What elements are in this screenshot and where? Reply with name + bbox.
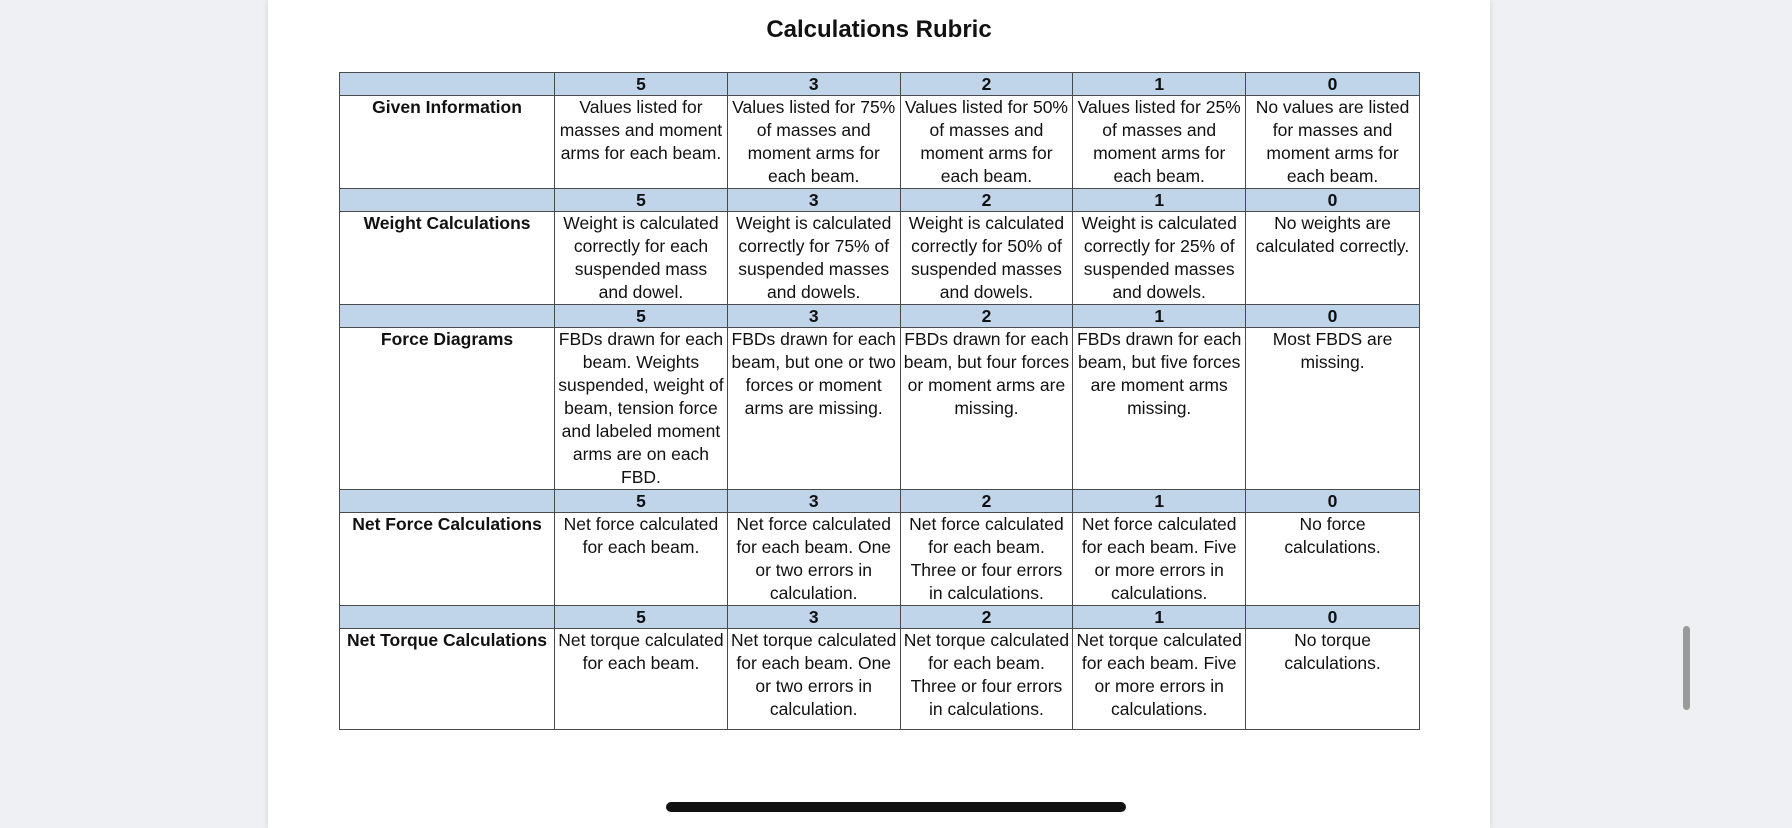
criterion-description: No force calculations. [1246, 513, 1420, 606]
score-cell: 5 [555, 189, 728, 212]
criterion-description: Weight is calculated correctly for 25% of suspended masses and dowels. [1073, 212, 1246, 305]
rubric-table [339, 72, 1420, 730]
score-row-blank-cell [340, 305, 555, 328]
score-cell: 3 [727, 490, 900, 513]
criterion-row [340, 513, 1420, 606]
criterion-description: Net torque calculated for each beam. One or two errors in calculation. [727, 629, 900, 730]
score-cell: 1 [1073, 305, 1246, 328]
score-row-blank-cell [340, 606, 555, 629]
vertical-scrollbar[interactable] [1683, 626, 1690, 710]
score-header-row [340, 490, 1420, 513]
score-row-blank-cell [340, 189, 555, 212]
score-cell: 2 [900, 189, 1073, 212]
home-indicator[interactable] [666, 802, 1126, 812]
document-page [268, 0, 1490, 828]
score-header-row [340, 305, 1420, 328]
criterion-description: FBDs drawn for each beam, but four forces or moment arms are missing. [900, 328, 1073, 490]
score-cell: 2 [900, 305, 1073, 328]
score-cell: 5 [555, 490, 728, 513]
criterion-name: Force Diagrams [340, 328, 555, 490]
score-cell: 0 [1246, 305, 1420, 328]
score-cell: 0 [1246, 490, 1420, 513]
criterion-name: Net Force Calculations [340, 513, 555, 606]
score-header-row [340, 189, 1420, 212]
score-cell: 3 [727, 606, 900, 629]
score-row-blank-cell [340, 73, 555, 96]
criterion-description: Values listed for 50% of masses and moment arms for each beam. [900, 96, 1073, 189]
criterion-description: Net force calculated for each beam. One or two errors in calculation. [727, 513, 900, 606]
criterion-description: Weight is calculated correctly for 50% of suspended masses and dowels. [900, 212, 1073, 305]
score-header-row [340, 73, 1420, 96]
score-cell: 2 [900, 73, 1073, 96]
score-cell: 3 [727, 305, 900, 328]
score-cell: 2 [900, 490, 1073, 513]
criterion-description: No torque calculations. [1246, 629, 1420, 730]
criterion-description: Most FBDS are missing. [1246, 328, 1420, 490]
criterion-description: Net force calculated for each beam. Five or more errors in calculations. [1073, 513, 1246, 606]
page-title: Calculations Rubric [766, 16, 992, 43]
criterion-row [340, 212, 1420, 305]
score-cell: 5 [555, 73, 728, 96]
score-cell: 0 [1246, 189, 1420, 212]
criterion-description: No weights are calculated correctly. [1246, 212, 1420, 305]
criterion-description: Net force calculated for each beam. [555, 513, 728, 606]
score-cell: 0 [1246, 606, 1420, 629]
criterion-description: Weight is calculated correctly for 75% of suspended masses and dowels. [727, 212, 900, 305]
score-row-blank-cell [340, 490, 555, 513]
criterion-row [340, 328, 1420, 490]
criterion-row [340, 96, 1420, 189]
score-cell: 1 [1073, 73, 1246, 96]
score-cell: 2 [900, 606, 1073, 629]
criterion-name: Weight Calculations [340, 212, 555, 305]
criterion-name: Given Information [340, 96, 555, 189]
score-cell: 1 [1073, 189, 1246, 212]
criterion-row [340, 629, 1420, 730]
criterion-name: Net Torque Calculations [340, 629, 555, 730]
score-cell: 3 [727, 73, 900, 96]
criterion-description: Values listed for masses and moment arms for each beam. [555, 96, 728, 189]
score-header-row [340, 606, 1420, 629]
criterion-description: No values are listed for masses and moment arms for each beam. [1246, 96, 1420, 189]
criterion-description: Net torque calculated for each beam. Five or more errors in calculations. [1073, 629, 1246, 730]
criterion-description: Net torque calculated for each beam. [555, 629, 728, 730]
criterion-description: Net force calculated for each beam. Three or four errors in calculations. [900, 513, 1073, 606]
criterion-description: Weight is calculated correctly for each suspended mass and dowel. [555, 212, 728, 305]
criterion-description: Values listed for 75% of masses and moment arms for each beam. [727, 96, 900, 189]
score-cell: 5 [555, 305, 728, 328]
score-cell: 5 [555, 606, 728, 629]
criterion-description: FBDs drawn for each beam. Weights suspended, weight of beam, tension force and labeled moment arms are on each FBD. [555, 328, 728, 490]
score-cell: 3 [727, 189, 900, 212]
score-cell: 1 [1073, 490, 1246, 513]
criterion-description: Net torque calculated for each beam. Three or four errors in calculations. [900, 629, 1073, 730]
criterion-description: FBDs drawn for each beam, but five forces are moment arms missing. [1073, 328, 1246, 490]
criterion-description: Values listed for 25% of masses and moment arms for each beam. [1073, 96, 1246, 189]
criterion-description: FBDs drawn for each beam, but one or two forces or moment arms are missing. [727, 328, 900, 490]
score-cell: 0 [1246, 73, 1420, 96]
score-cell: 1 [1073, 606, 1246, 629]
